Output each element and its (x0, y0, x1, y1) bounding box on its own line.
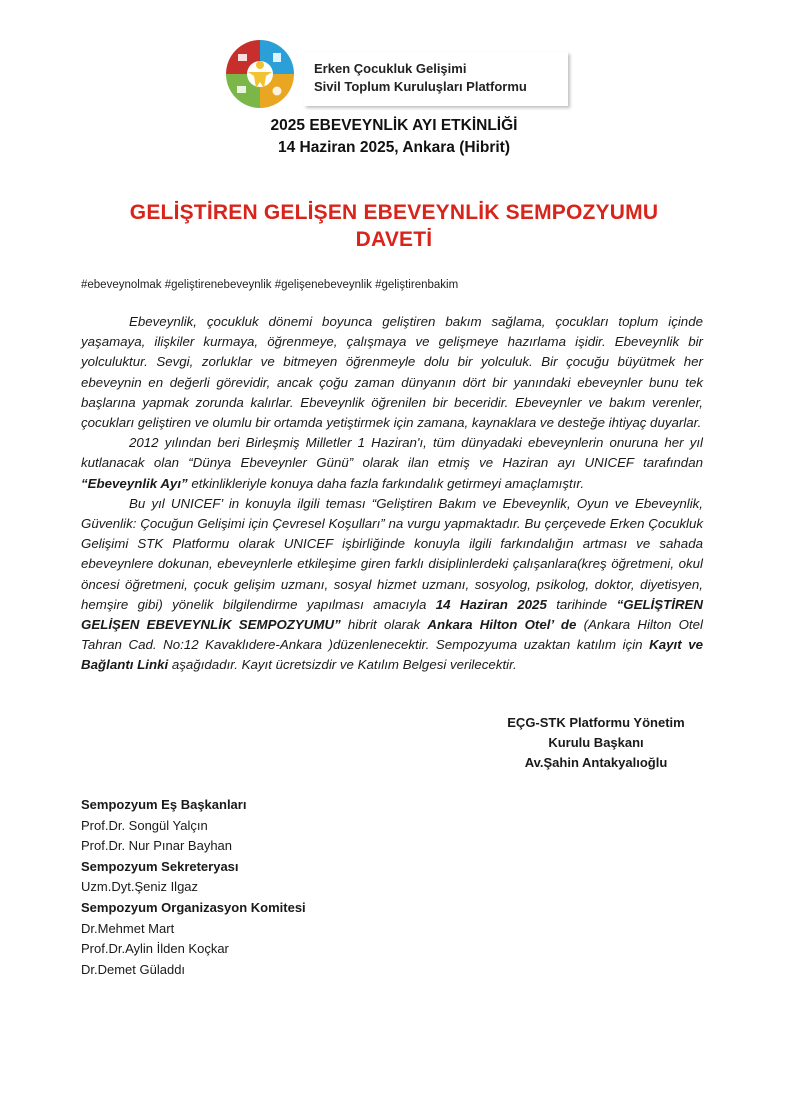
parenting-month-label: “Ebeveynlik Ayı” (81, 475, 188, 491)
hashtags: #ebeveynolmak #geliştirenebeveynlik #gelişenebeveynlik #geliştirenbakim (81, 279, 459, 291)
symposium-name: “GELİŞTİREN GELİŞEN EBEVEYNLİK SEMPOZYUMU” (81, 596, 704, 633)
committee-list (81, 795, 306, 980)
signature-line-2: Kurulu Başkanı (548, 735, 644, 750)
paragraph-1: Ebeveynlik, çocukluk dönemi boyunca geliştiren bakım sağlama, çocukları toplum içinde yaşamaya, ilişkiler kurmaya, öğrenmeye, çalışmaya ve gelişmeye hazırlama işidir. Ebeveynlik bir yolculuktur. Sevgi, zorluklar ve bitmeyen öğrenmeyle dolu bir yolculuk. Bir çocuğu büyütmek her ebeveynin en değerli görevidir, ancak çoğu zaman dünyanın dört bir yanındaki ebeveynler bunu tek başlarına yapmak zorunda kalırlar. Ebeveynlik öğrenilen bir beceridir. Ebeveynler ve bakım verenler, çocukları geliştiren ve olumlu bir ortamda yetiştirmek için zamana, kaynaklara ve desteğe ihtiyaç duyarlar. (81, 314, 703, 431)
symposium-date: 14 Haziran 2025 (435, 596, 547, 612)
secretariat-member: Uzm.Dyt.Şeniz Ilgaz (81, 879, 199, 895)
organizing-member-3: Dr.Demet Güladdı (81, 961, 186, 977)
event-title-line-1: 2025 EBEVEYNLİK AYI ETKİNLİĞİ (270, 117, 518, 134)
organizing-heading: Sempozyum Organizasyon Komitesi (81, 899, 306, 915)
logo-line-2: Sivil Toplum Kuruluşları Platformu (314, 79, 527, 94)
cochair-1: Prof.Dr. Songül Yalçın (81, 817, 208, 833)
organizing-member-2: Prof.Dr.Aylin İlden Koçkar (81, 941, 229, 957)
paragraph-2: 2012 yılından beri Birleşmiş Milletler 1 Haziran'ı, tüm dünyadaki ebeveynlerin onuruna her yıl kutlanacak olan “Dünya Ebeveynler Günü” olarak ilan etmiş ve Haziran ayı UNICEF tarafından “Ebeveynlik Ayı” etkinlikleriyle konuya daha fazla farkındalık getirmeyi amaçlamıştır. (81, 435, 703, 491)
invitation-body (81, 312, 703, 676)
signature-name: Av.Şahin Antakyalıoğlu (524, 755, 668, 770)
cochair-2: Prof.Dr. Nur Pınar Bayhan (81, 838, 233, 854)
symposium-venue: Ankara Hilton Otel’ de (427, 617, 577, 633)
logo-text-box (304, 52, 568, 106)
platform-logo (220, 36, 572, 112)
organizing-member-1: Dr.Mehmet Mart (81, 920, 175, 936)
platform-logo-mark-icon (220, 36, 300, 112)
paragraph-3: Bu yıl UNICEF’ in konuyla ilgili teması “Geliştiren Bakım ve Ebeveynlik, Oyun ve Ebeveynlik, Güvenlik: Çocuğun Gelişimi için Çevresel Koşulları” na vurgu yapmaktadır. Bu çerçevede Erken Çocukluk Gelişimi STK Platformu olarak UNICEF işbirliğinde konuyla ilgili farkındalığın artması ve sahada ebeveynlere dokunan, ebeveynlerle etkileşime giren farklı disiplinlerdeki çalışanlara(kreş öğretmeni, okul öncesi öğretmeni, çocuk gelişim uzmanı, sosyal hizmet uzmanı, sosyolog, psikolog, doktor, diyetisyen, hemşire gibi) yönelik bilgilendirme yapılması amacıyla 14 Haziran 2025 tarihinde “GELİŞTİREN GELİŞEN EBEVEYNLİK SEMPOZYUMU” hibrit olarak Ankara Hilton Otel’ de (Ankara Hilton Otel Tahran Cad. No:12 Kavaklıdere-Ankara )düzenlenecektir. Sempozyuma uzaktan katılım için Kayıt ve Bağlantı Linki aşağıdadır. Kayıt ücretsizdir ve Katılım Belgesi verilecektir. (81, 495, 704, 673)
secretariat-heading: Sempozyum Sekreteryası (81, 858, 239, 874)
main-title-line-1: GELİŞTİREN GELİŞEN EBEVEYNLİK SEMPOZYUMU (129, 201, 659, 224)
main-title-line-2: DAVETİ (355, 228, 433, 251)
signature-block (496, 713, 696, 773)
registration-link-label: Kayıt ve Bağlantı Linki (81, 637, 703, 673)
event-title-line-2: 14 Haziran 2025, Ankara (Hibrit) (277, 139, 510, 156)
signature-line-1: EÇG-STK Platformu Yönetim (507, 715, 685, 730)
cochairs-heading: Sempozyum Eş Başkanları (81, 797, 247, 812)
logo-line-1: Erken Çocukluk Gelişimi (314, 61, 467, 76)
